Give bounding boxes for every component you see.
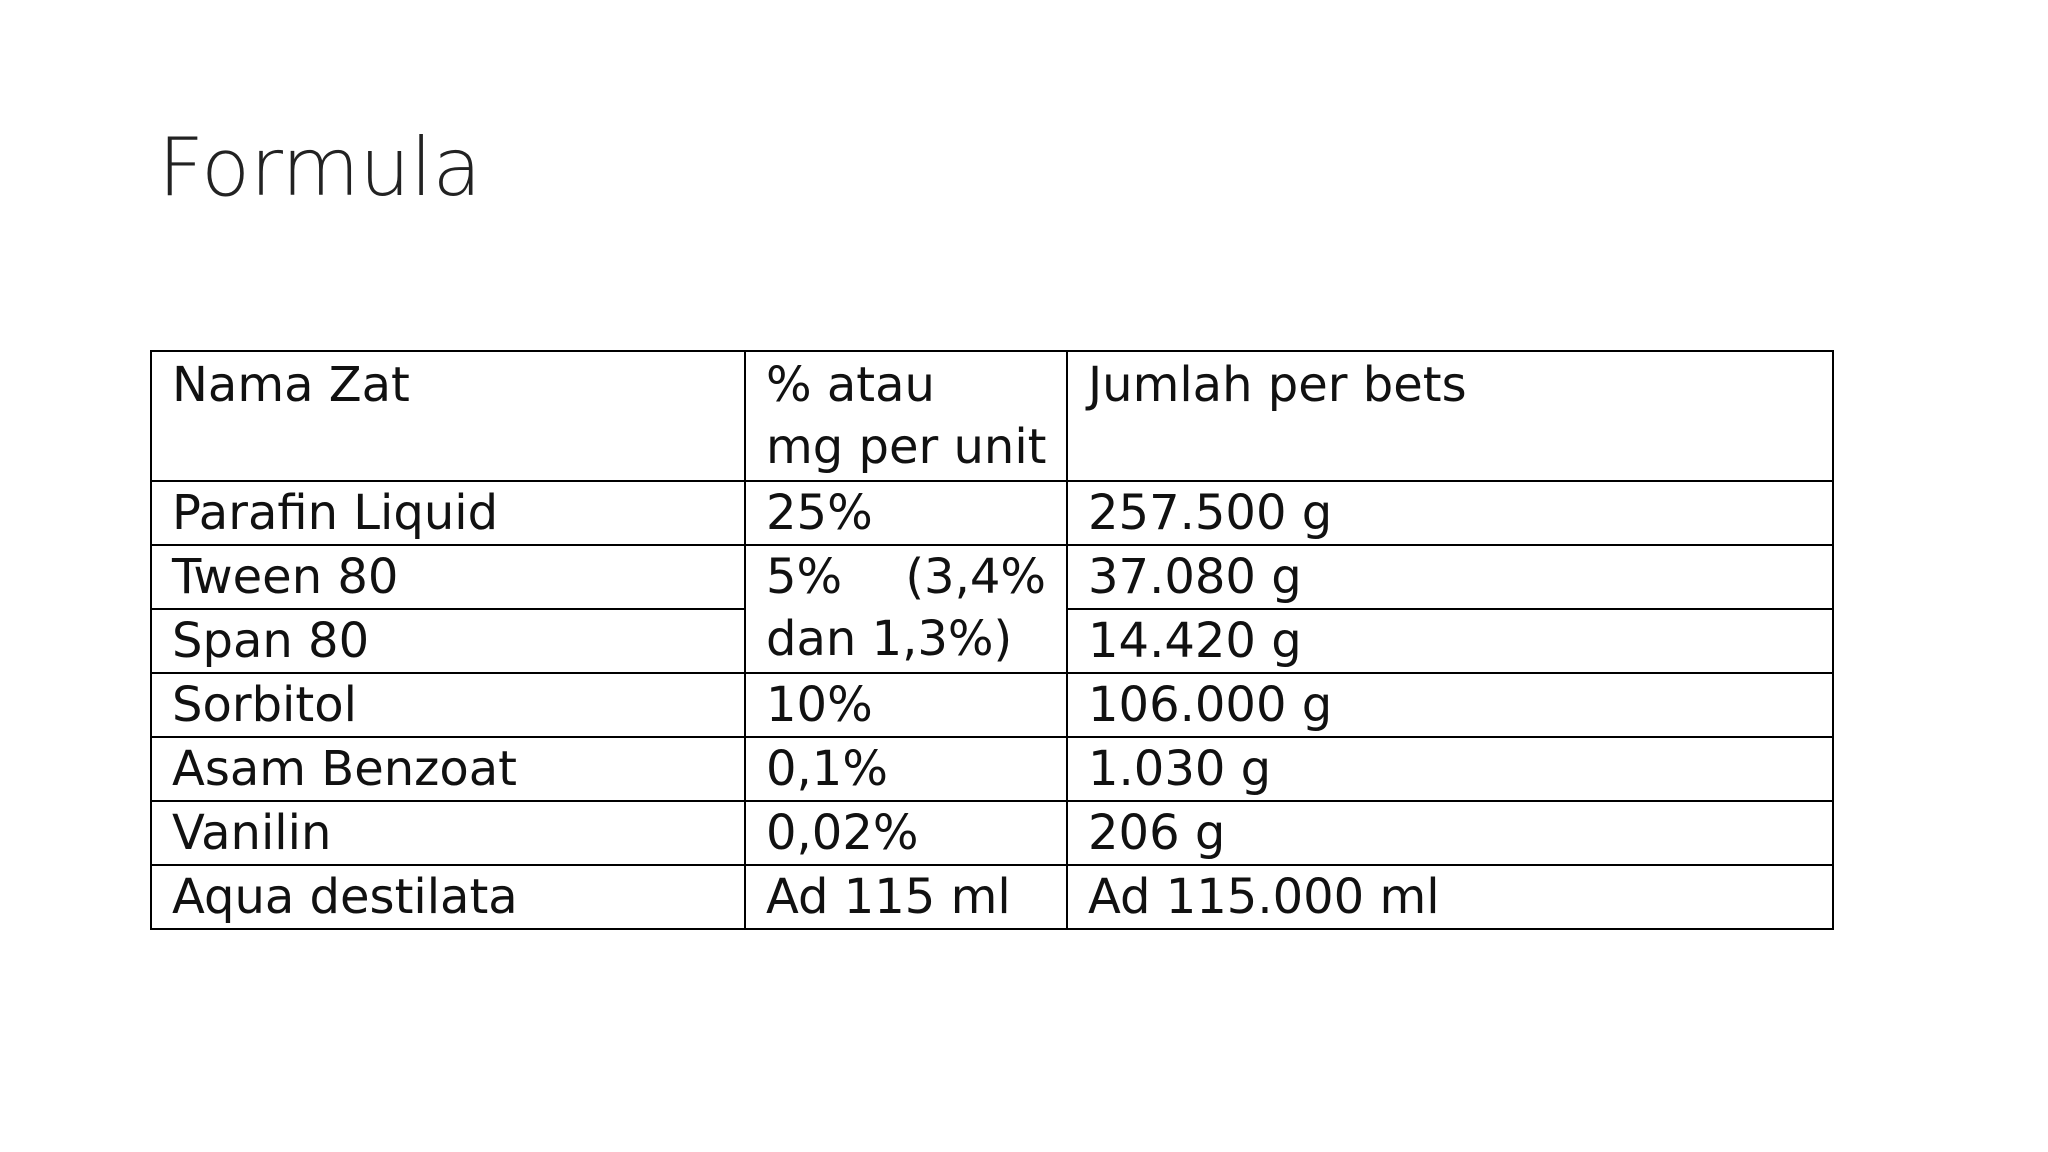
cell-quantity: Ad 115.000 ml [1067, 865, 1833, 929]
table-row [151, 481, 1833, 545]
header-percent-or-mg [745, 351, 1067, 481]
cell-percent: 25% [745, 481, 1067, 545]
cell-quantity: 14.420 g [1067, 609, 1833, 673]
cell-percent: 0,02% [745, 801, 1067, 865]
cell-percent: 0,1% [745, 737, 1067, 801]
merged-percent-part-a: 5% [766, 549, 843, 605]
cell-quantity: 1.030 g [1067, 737, 1833, 801]
cell-quantity: 206 g [1067, 801, 1833, 865]
cell-quantity: 37.080 g [1067, 545, 1833, 609]
table-header-row [151, 351, 1833, 481]
cell-quantity: 257.500 g [1067, 481, 1833, 545]
cell-quantity: 106.000 g [1067, 673, 1833, 737]
merged-percent-line1 [766, 546, 1046, 608]
merged-percent-part-b: (3,4% [905, 549, 1046, 605]
cell-name: Asam Benzoat [151, 737, 745, 801]
cell-percent-merged [745, 545, 1067, 673]
cell-percent: Ad 115 ml [745, 865, 1067, 929]
table-row [151, 545, 1833, 609]
cell-name: Span 80 [151, 609, 745, 673]
header-nama-zat: Nama Zat [151, 351, 745, 481]
table-row [151, 737, 1833, 801]
cell-name: Vanilin [151, 801, 745, 865]
header-jumlah-per-bets: Jumlah per bets [1067, 351, 1833, 481]
cell-name: Sorbitol [151, 673, 745, 737]
header-percent-line2: mg per unit [766, 419, 1047, 475]
slide-title: Formula [158, 121, 482, 214]
header-percent-line1: % atau [766, 357, 935, 413]
merged-percent-line2: dan 1,3%) [766, 611, 1013, 667]
cell-percent: 10% [745, 673, 1067, 737]
formula-table [150, 350, 1834, 930]
cell-name: Aqua destilata [151, 865, 745, 929]
table-row [151, 801, 1833, 865]
table-row [151, 865, 1833, 929]
cell-name: Tween 80 [151, 545, 745, 609]
cell-name: Parafin Liquid [151, 481, 745, 545]
table-row [151, 673, 1833, 737]
